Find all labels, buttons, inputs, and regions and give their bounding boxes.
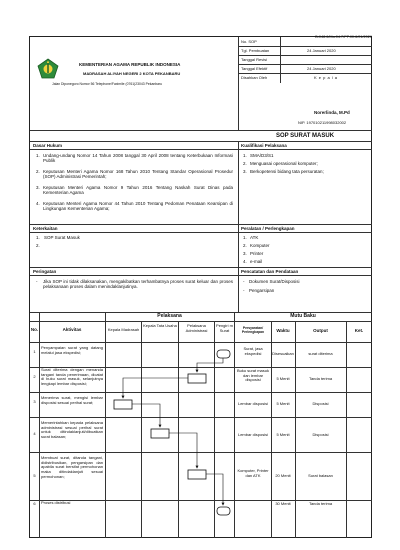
row-no: 6 (33, 501, 36, 506)
row-output: Disposisi (312, 401, 329, 406)
meta-label-tgl-revisi: Tanggal Revisi (241, 57, 268, 62)
peringatan-item: Jika SOP ini tidak dilaksanakan, mengakibatkan terhambatnya proses surat keluar dan proses pelaksanaan proses dalam menindaklanjutinya. (43, 279, 233, 290)
signer-nip: NIP. 197010211998032002 (298, 120, 347, 125)
flow-arrow (132, 404, 160, 427)
meta-value-tgl-pembuatan: 24 Januari 2020 (307, 48, 336, 53)
peralatan-heading: Peralatan / Perlengkapan (241, 226, 295, 231)
kualifikasi-item: SMA/D3/S1 (250, 153, 274, 158)
dasar-hukum-item: Keputusan Menteri Agama Nomor 168 Tahun 2010 Tentang Standar Operasional Prosedur (SOP) Administrasi Pemerintah; (43, 169, 233, 180)
meta-value-no-sop: B-048.6/Ma.04.7/PP.00.6/01/2020 (315, 35, 372, 39)
row-persyaratan: Surat, jasa ekspedisi (243, 346, 263, 356)
pencatatan-item: Pengarsipan (249, 288, 275, 293)
kualifikasi-item: Berkopetensi bidang tata persuratan; (250, 169, 324, 174)
role-header: Pelaksana Administrasi (185, 323, 208, 333)
meta-label-no-sop: No. SOP (241, 39, 257, 44)
pencatatan-item: Dokumen Surat/Disposisi (249, 279, 300, 284)
mutu-col-header: Ket. (354, 328, 364, 333)
row-output: Disposisi (312, 432, 329, 437)
dasar-hukum-item: Keputusan Menteri Agama Nomor 9 Tahun 2016 Tentang Naskah Surat Dinas pada Kementerian Agama (43, 185, 233, 196)
row-aktivitas: Memerintahkan kepada pelaksana administrasi sesuai perihal surat untuk ditindaklanjuti/dibuatkan surat balasan; (41, 420, 103, 440)
role-header: Kepala Madrasah (107, 327, 140, 332)
role-header: Kepala Tata Usaha (143, 323, 177, 328)
row-waktu: 5 Menit (276, 376, 290, 381)
kualifikasi-item: Menguasai operasional komputer; (250, 161, 318, 166)
flow-arrow (169, 433, 197, 468)
row-output: Tanda terima (308, 376, 333, 381)
peralatan-item: Printer (250, 251, 264, 256)
row-waktu: 5 Menit (276, 432, 290, 437)
row-aktivitas: Surat diterima dengan menanda tangani tanda penerimaan, dicatat di buku surat masuk, selanjutnya lengkapi lembar disposisi; (41, 367, 103, 387)
mutu-col-header: Persyaratan/ Perlengkapan (241, 326, 265, 335)
meta-label-tgl-pembuatan: Tgl. Pembuatan (241, 48, 270, 53)
dasar-hukum-item: Keputusan Menteri Agama Nomor 44 Tahun 2010 Tentang Pedoman Penataan Kearsipan di Lingkungan Kementerian Agama; (43, 201, 233, 212)
row-no: 3 (33, 399, 36, 404)
flow-step-3 (114, 400, 132, 409)
meta-value-disahkan-oleh: K e p a l a (314, 75, 338, 80)
row-no: 2 (33, 374, 36, 379)
no-header: No. (30, 327, 39, 332)
row-persyaratan: Lembar disposisi (237, 432, 268, 437)
row-aktivitas: Membuat surat, ditanda tangani, didistribusikan, pengarsipan dan apabila surat bersifat permohonan maka ditindaklanjuti sesuai permohonan; (41, 455, 103, 479)
row-waktu: 5 Menit (276, 401, 290, 406)
row-output: Surat balasan (308, 473, 333, 478)
peralatan-item: Komputer (250, 243, 270, 248)
row-persyaratan: Buku surat masuk dan lembar disposisi (236, 368, 269, 383)
flow-step-6 (217, 507, 230, 515)
row-waktu: Disesuaikan (272, 351, 294, 356)
peringatan-heading: Peringatan (33, 269, 57, 274)
mutu-col-header: Output (313, 328, 328, 333)
row-persyaratan: Lembar disposisi (237, 401, 268, 406)
dasar-hukum-item: Undang-undang Nomor 14 Tahun 2008 tanggal 30 April 2008 tentang Keterbukaan Informasi Publik (43, 153, 233, 164)
meta-label-tgl-efektif: Tanggal Efektif (241, 66, 268, 71)
meta-label-disahkan-oleh: Disahkan Oleh (241, 75, 268, 80)
flow-step-1 (217, 350, 230, 358)
row-persyaratan: Komputer, Printer dan ATK (237, 468, 269, 478)
keterkaitan-heading: Keterkaitan (33, 226, 58, 231)
meta-value-tgl-efektif: 24 Januari 2020 (307, 66, 336, 71)
row-no: 1 (33, 349, 36, 354)
pencatatan-heading: Pencatatan dan Pendataan (241, 269, 299, 274)
aktivitas-header: Aktivitas (62, 327, 82, 332)
flow-step-5 (188, 470, 206, 479)
row-waktu: 20 Menit (275, 473, 291, 478)
ministry-name: KEMENTERIAN AGAMA REPUBLIK INDONESIA (79, 62, 181, 67)
row-output: surat diterima (308, 351, 333, 356)
role-header: Pengiri m Surat (216, 323, 233, 333)
flow-arrow (206, 474, 223, 505)
flow-arrow (197, 358, 223, 372)
flow-step-2 (188, 374, 206, 383)
signer-name: Norerlinda, M.Pd (314, 110, 350, 115)
procedure-flowchart (30, 37, 373, 539)
pelaksana-header: Pelaksana (157, 313, 182, 319)
flow-step-4 (151, 429, 169, 438)
row-aktivitas: Penyampaian surat yang datang melalui jasa ekspedisi; (41, 345, 103, 355)
kualifikasi-heading: Kualifikasi Pelaksana (241, 143, 287, 148)
row-no: 5 (33, 473, 36, 478)
row-output: Tanda terima (308, 501, 333, 506)
mutu-baku-header: Mutu Baku (290, 313, 316, 319)
dasar-hukum-heading: Dasar Hukum (33, 143, 63, 148)
row-waktu: 30 Menit (275, 501, 291, 506)
row-aktivitas: Menerima surat, mengisi lembar disposisi sesuai perihal surat; (41, 395, 103, 405)
sop-document: KEMENTERIAN AGAMA REPUBLIK INDONESIA MADRASAH ALIYAH NEGERI 2 KOTA PEKANBARU Jalan Diponegoro Nomor 56 Telephone/Faximile (0761)23043 Pekanbaru No. SOP B-048.6/Ma.04.7/PP.00.6/01/2020 Tgl. Pembuatan 24 Januari 2020 Tanggal Revisi Tanggal Efektif 24 Januari 2020 Disahkan Oleh K e p a l a Norerlinda, M.Pd NIP. 197010211998032002 SOP SURAT MASUK Dasar Hukum 1. Undang-undang Nomor 14 Tahun 2008 tanggal 30 April 2008 tentang Keterbukaan Informasi Publik 2. Keputusan Menteri Agama Nomor 168 Tahun 2010 Tentang Standar Operasional Prosedur (SOP) Administrasi Pemerintah; 3. Keputusan Menteri Agama Nomor 9 Tahun 2016 Tentang Naskah Surat Dinas pada Kementerian Agama 4. Keputusan Menteri Agama Nomor 44 Tahun 2010 Tentang Pedoman Penataan Kearsipan di Lingkungan Kementerian Agama; Kualifikasi Pelaksana 1. SMA/D3/S1 2. Menguasai operasional komputer; 3. Berkopetensi bidang tata persuratan; Keterkaitan 1. SOP Surat Masuk 2. Peralatan / Perlengkapan 1. ATK 2. Komputer 3. Printer 4. e-mail Peringatan - Jika SOP ini tidak dilaksanakan, mengakibatkan terhambatnya proses surat keluar dan proses pelaksanaan proses dalam menindaklanjutinya. Pencatatan dan Pendataan - Dokumen Surat/Disposisi - Pengarsipan Pelaksana Mutu Baku No. Aktivitas Kepala Madrasah Kepala Tata Usaha Pelaksana Administrasi Pengiri m Surat Persyaratan/ Perlengkapan Waktu Output Ket. 1 Penyampaian surat yang datang melalui jasa ekspedisi; Surat, jasa ekspedisi Disesuaikan surat diterima 2 Surat diterima dengan menanda tangani tanda penerimaan, dicatat di buku surat masuk, selanjutnya lengkapi lembar disposisi; Buku surat masuk dan lembar disposisi 5 Menit Tanda terima 3 Menerima surat, mengisi lembar disposisi sesuai perihal surat; Lembar disposisi 5 Menit Disposisi 4 Memerintahkan kepada pelaksana administrasi sesuai perihal surat untuk ditindaklanjuti/dibuatkan surat balasan; Lembar disposisi 5 Menit Disposisi 5 Membuat surat, ditanda tangani, didistribusikan, pengarsipan dan apabila surat bersifat permohonan maka ditindaklanjuti sesuai permohonan; Komputer, Printer dan ATK 20 Menit Surat balasan 6 Proses distribusi 30 Menit Tanda terima (29, 36, 372, 538)
row-aktivitas: Proses distribusi (41, 500, 71, 505)
keterkaitan-item: SOP Surat Masuk (44, 235, 80, 240)
peralatan-item: ATK (250, 235, 259, 240)
mutu-col-header: Waktu (276, 328, 290, 333)
peralatan-item: e-mail (250, 259, 263, 264)
sop-title: SOP SURAT MASUK (275, 133, 335, 139)
school-name: MADRASAH ALIYAH NEGERI 2 KOTA PEKANBARU (83, 71, 181, 76)
row-no: 4 (33, 431, 36, 436)
school-address: Jalan Diponegoro Nomor 56 Telephone/Faximile (0761)23043 Pekanbaru (52, 82, 163, 86)
flow-arrow (123, 378, 188, 398)
